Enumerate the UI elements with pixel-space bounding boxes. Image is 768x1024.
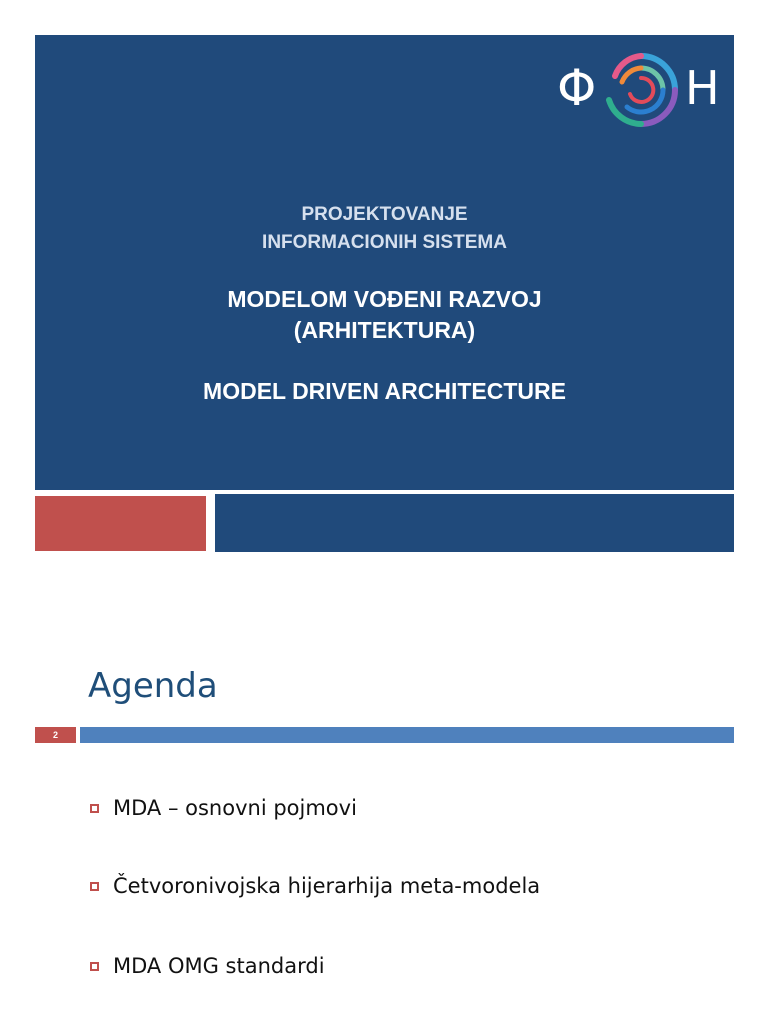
square-bullet-icon	[90, 962, 99, 971]
subtitle: MODEL DRIVEN ARCHITECTURE	[203, 378, 566, 404]
course-name-line-2: INFORMACIONIH SISTEMA	[262, 232, 507, 253]
logo-rings-icon	[601, 50, 681, 130]
square-bullet-icon	[90, 804, 99, 813]
logo-phi-letter: Φ	[557, 59, 597, 117]
agenda-item-text: MDA – osnovni pojmovi	[113, 796, 357, 820]
red-accent-block	[35, 496, 206, 551]
blue-footer-block	[215, 494, 734, 552]
fon-logo	[557, 50, 727, 130]
agenda-item-text: Četvoronivojska hijerarhija meta-modela	[113, 874, 541, 898]
agenda-item	[90, 796, 357, 820]
agenda-title: Agenda	[88, 666, 218, 706]
main-title-line-2: (ARHITEKTURA)	[293, 317, 476, 343]
slide-number-badge: 2	[35, 727, 76, 743]
logo-en-letter: Н	[685, 61, 720, 115]
agenda-item	[90, 954, 325, 978]
agenda-item-text: MDA OMG standardi	[113, 954, 325, 978]
square-bullet-icon	[90, 882, 99, 891]
main-title-line-1: MODELOM VOĐENI RAZVOJ	[227, 286, 542, 312]
title-rule-bar	[80, 727, 734, 743]
course-name-line-1: PROJEKTOVANJE	[301, 204, 468, 225]
agenda-item	[90, 874, 540, 898]
